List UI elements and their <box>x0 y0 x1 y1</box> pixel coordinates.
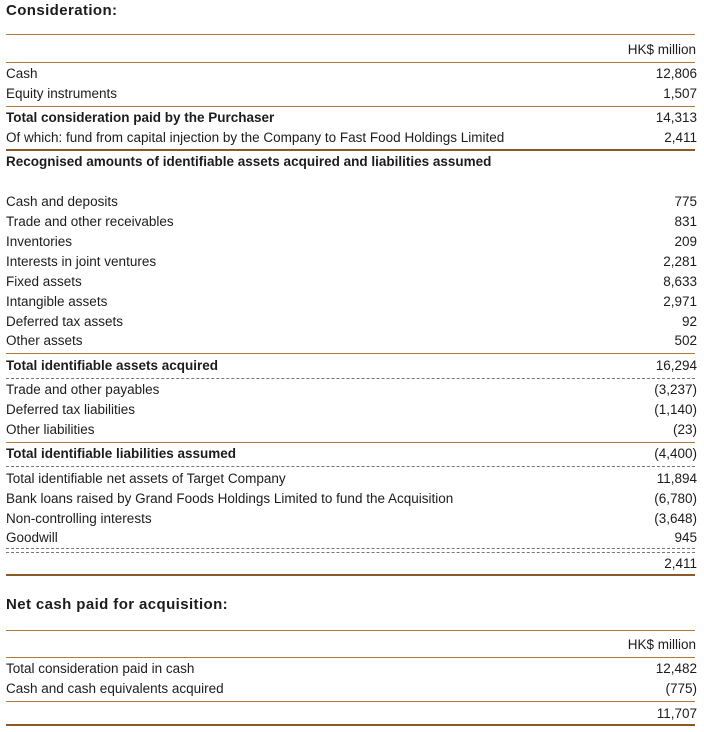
row-value: 2,411 <box>664 556 697 571</box>
divider <box>6 657 695 658</box>
row-label: Total identifiable net assets of Target Company <box>6 471 286 486</box>
row-label: Intangible assets <box>6 294 108 309</box>
row-value: 16,294 <box>655 358 697 373</box>
row-value: 11,894 <box>656 471 697 486</box>
row-value: 775 <box>674 194 697 209</box>
divider <box>6 574 695 576</box>
row-value: 8,633 <box>663 274 697 289</box>
table-row <box>6 234 697 253</box>
row-value: 502 <box>674 333 697 348</box>
row-value: 2,281 <box>663 254 697 269</box>
row-label: Non-controlling interests <box>6 511 152 526</box>
table-row <box>6 530 697 549</box>
table-row <box>6 402 697 421</box>
total-row <box>6 446 697 465</box>
row-label: Goodwill <box>6 530 58 545</box>
divider <box>6 149 695 151</box>
row-label: Total identifiable liabilities assumed <box>6 446 237 461</box>
row-label: Cash <box>6 66 38 81</box>
row-value: (3,237) <box>654 382 697 397</box>
row-value: 12,482 <box>655 661 697 676</box>
row-value: 92 <box>681 314 697 329</box>
row-label: Of which: fund from capital injection by the Company to Fast Food Holdings Limited <box>6 130 505 145</box>
recognised-title: Recognised amounts of identifiable assets acquired and liabilities assumed <box>6 154 492 169</box>
row-value: 1,507 <box>663 86 697 101</box>
row-value: 12,806 <box>655 66 697 81</box>
total-row <box>6 706 697 725</box>
divider <box>6 548 695 549</box>
table-row <box>6 66 697 85</box>
table-row <box>6 491 697 510</box>
total-row <box>6 556 697 575</box>
row-label: Trade and other payables <box>6 382 160 397</box>
divider <box>6 62 695 63</box>
table-row <box>6 314 697 333</box>
row-value: 2,971 <box>663 294 697 309</box>
row-label: Deferred tax assets <box>6 314 124 329</box>
divider <box>6 34 695 35</box>
row-value: (4,400) <box>654 446 697 461</box>
divider <box>6 552 695 553</box>
row-label: Deferred tax liabilities <box>6 402 136 417</box>
net-cash-title: Net cash paid for acquisition: <box>6 596 229 613</box>
table-row <box>6 382 697 401</box>
divider <box>6 442 695 443</box>
row-label: Other liabilities <box>6 422 95 437</box>
table-row <box>6 422 697 441</box>
row-label: Trade and other receivables <box>6 214 174 229</box>
row-label: Bank loans raised by Grand Foods Holdings Limited to fund the Acquisition <box>6 491 454 506</box>
divider <box>6 378 695 379</box>
divider <box>6 106 695 107</box>
row-value: 831 <box>674 214 697 229</box>
table-row <box>6 681 697 700</box>
consideration-title: Consideration: <box>6 2 118 19</box>
table-row <box>6 194 697 213</box>
row-label: Interests in joint ventures <box>6 254 157 269</box>
table-row <box>6 214 697 233</box>
total-row <box>6 110 697 129</box>
row-label: Cash and deposits <box>6 194 118 209</box>
row-value: (23) <box>672 422 697 437</box>
table-row <box>6 254 697 273</box>
divider <box>6 630 695 631</box>
row-value: 209 <box>674 234 697 249</box>
row-value: (3,648) <box>654 511 697 526</box>
row-value: 14,313 <box>655 110 697 125</box>
column-header: HK$ million <box>627 637 696 652</box>
row-label: Total consideration paid in cash <box>6 661 195 676</box>
table-row <box>6 130 697 149</box>
row-value: 2,411 <box>664 130 697 145</box>
row-label: Cash and cash equivalents acquired <box>6 681 224 696</box>
row-value: 11,707 <box>656 706 697 721</box>
total-row <box>6 358 697 377</box>
row-label: Total identifiable assets acquired <box>6 358 219 373</box>
table-row <box>6 511 697 530</box>
table-row <box>6 661 697 680</box>
divider <box>6 466 695 467</box>
row-label: Total consideration paid by the Purchaser <box>6 110 275 125</box>
section-heading <box>6 154 697 173</box>
column-header: HK$ million <box>627 42 696 57</box>
table-row <box>6 274 697 293</box>
row-label: Other assets <box>6 333 83 348</box>
table-row <box>6 333 697 352</box>
divider <box>6 701 695 702</box>
table-row <box>6 294 697 313</box>
divider <box>6 353 695 354</box>
row-label: Inventories <box>6 234 73 249</box>
row-value: 945 <box>674 530 697 545</box>
row-label: Equity instruments <box>6 86 118 101</box>
row-label: Fixed assets <box>6 274 82 289</box>
row-value: (775) <box>665 681 697 696</box>
table-row <box>6 471 697 490</box>
table-row <box>6 86 697 105</box>
row-value: (6,780) <box>654 491 697 506</box>
row-value: (1,140) <box>654 402 697 417</box>
divider <box>6 724 695 726</box>
